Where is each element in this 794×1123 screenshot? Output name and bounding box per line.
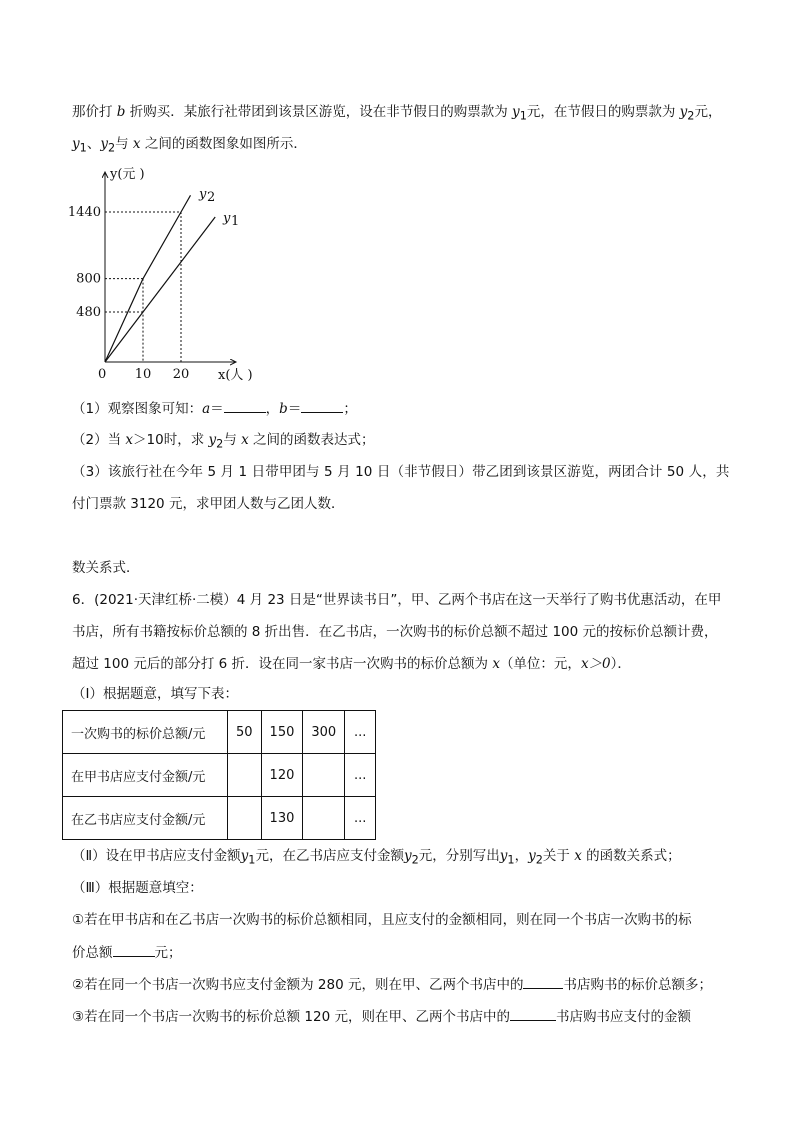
fragment-text: 数关系式． [72, 560, 140, 576]
x-axis-label: x(人 ) [218, 368, 253, 383]
y-tick-label: 1440 [67, 205, 101, 220]
row-label: 一次购书的标价总额/元 [63, 711, 228, 754]
answer-blank-2[interactable] [523, 974, 563, 989]
problem-6-line-2: 书店，所有书籍按标价总额的 8 折出售．在乙书店，一次购书的标价总额不超过 100 元的按标价总额计费， [72, 624, 718, 640]
series-label-y2-sub: 2 [207, 190, 216, 205]
question-1: （1）观察图象可知：a＝ ，b＝ ； [72, 398, 357, 419]
table-cell[interactable] [303, 754, 345, 797]
series-label-y1-sub: 1 [231, 214, 240, 229]
y-tick-label: 480 [76, 305, 101, 320]
x-tick-label: 10 [134, 367, 152, 382]
problem-6-line-3: 超过 100 元后的部分打 6 折．设在同一家书店一次购书的标价总额为 x（单位：元，x＞0）． [72, 656, 631, 672]
question-2: （2）当 x＞10时，求 $y_2$与 x 之间的函数表达式； [72, 432, 375, 451]
problem-6-line-1: 6．(2021·天津红桥·二模）4 月 23 日是“世界读书日”，甲、乙两个书店在这一天举行了购书优惠活动，在甲 [72, 592, 722, 608]
part-2: （Ⅱ）设在甲书店应支付金额$y_1$元，在乙书店应支付金额$y_2$元，分别写出$y_1$，$y_2$关于 x 的函数关系式； [72, 848, 681, 867]
fill-3: ③若在同一个书店一次购书的标价总额 120 元，则在甲、乙两个书店中的 书店购书应支付的金额 [72, 1006, 691, 1027]
fill-2: ②若在同一个书店一次购书应支付金额为 280 元，则在甲、乙两个书店中的 书店购书的标价总额多； [72, 974, 712, 995]
table-row [63, 754, 376, 797]
question-3-line-2: 付门票款 3120 元，求甲团人数与乙团人数． [72, 496, 345, 512]
origin-label: 0 [98, 367, 107, 382]
series-label-y2: y [199, 187, 207, 202]
table-cell: ... [345, 711, 376, 754]
table-cell[interactable] [303, 797, 345, 840]
answer-blank-3[interactable] [510, 1006, 556, 1021]
intro-line-1: 那价打 b 折购买．某旅行社带团到该景区游览，设在非节假日的购票款为 $y_1$元，在节假日的购票款为 $y_2$元， [72, 104, 722, 123]
part-3-heading: （Ⅲ）根据题意填空： [72, 880, 203, 896]
part-1-heading: （Ⅰ）根据题意，填写下表： [72, 686, 238, 702]
table-cell: ... [345, 754, 376, 797]
intro-line-2: $y_1$、$y_2$与 x 之间的函数图象如图所示． [72, 136, 307, 155]
table-cell: ... [345, 797, 376, 840]
table-cell: 300 [303, 711, 345, 754]
table-row [63, 711, 376, 754]
price-table [62, 710, 376, 840]
table-cell: 120 [261, 754, 303, 797]
series-line-y1 [105, 217, 215, 362]
y-tick-label: 800 [76, 271, 101, 287]
table-cell: 150 [261, 711, 303, 754]
table-cell[interactable] [228, 754, 262, 797]
series-label-y1: y [223, 211, 231, 226]
table-cell[interactable] [228, 797, 262, 840]
fill-1-line-2: 价总额 元； [72, 942, 182, 963]
x-tick-label: 20 [172, 367, 190, 382]
answer-blank-b[interactable] [301, 398, 343, 413]
row-label: 在乙书店应支付金额/元 [63, 797, 228, 840]
table-cell: 50 [228, 711, 262, 754]
row-label: 在甲书店应支付金额/元 [63, 754, 228, 797]
table-row [63, 797, 376, 840]
answer-blank-1[interactable] [113, 942, 155, 957]
fill-1-line-1: ①若在甲书店和在乙书店一次购书的标价总额相同，且应支付的金额相同，则在同一个书店一次购书的标 [72, 912, 692, 928]
table-cell: 130 [261, 797, 303, 840]
answer-blank-a[interactable] [224, 398, 266, 413]
y-axis-label: y(元 ) [110, 167, 145, 182]
function-graph [67, 162, 278, 387]
question-3-line-1: （3）该旅行社在今年 5 月 1 日带甲团与 5 月 10 日（非节假日）带乙团到该景区游览，两团合计 50 人，共 [72, 464, 730, 480]
